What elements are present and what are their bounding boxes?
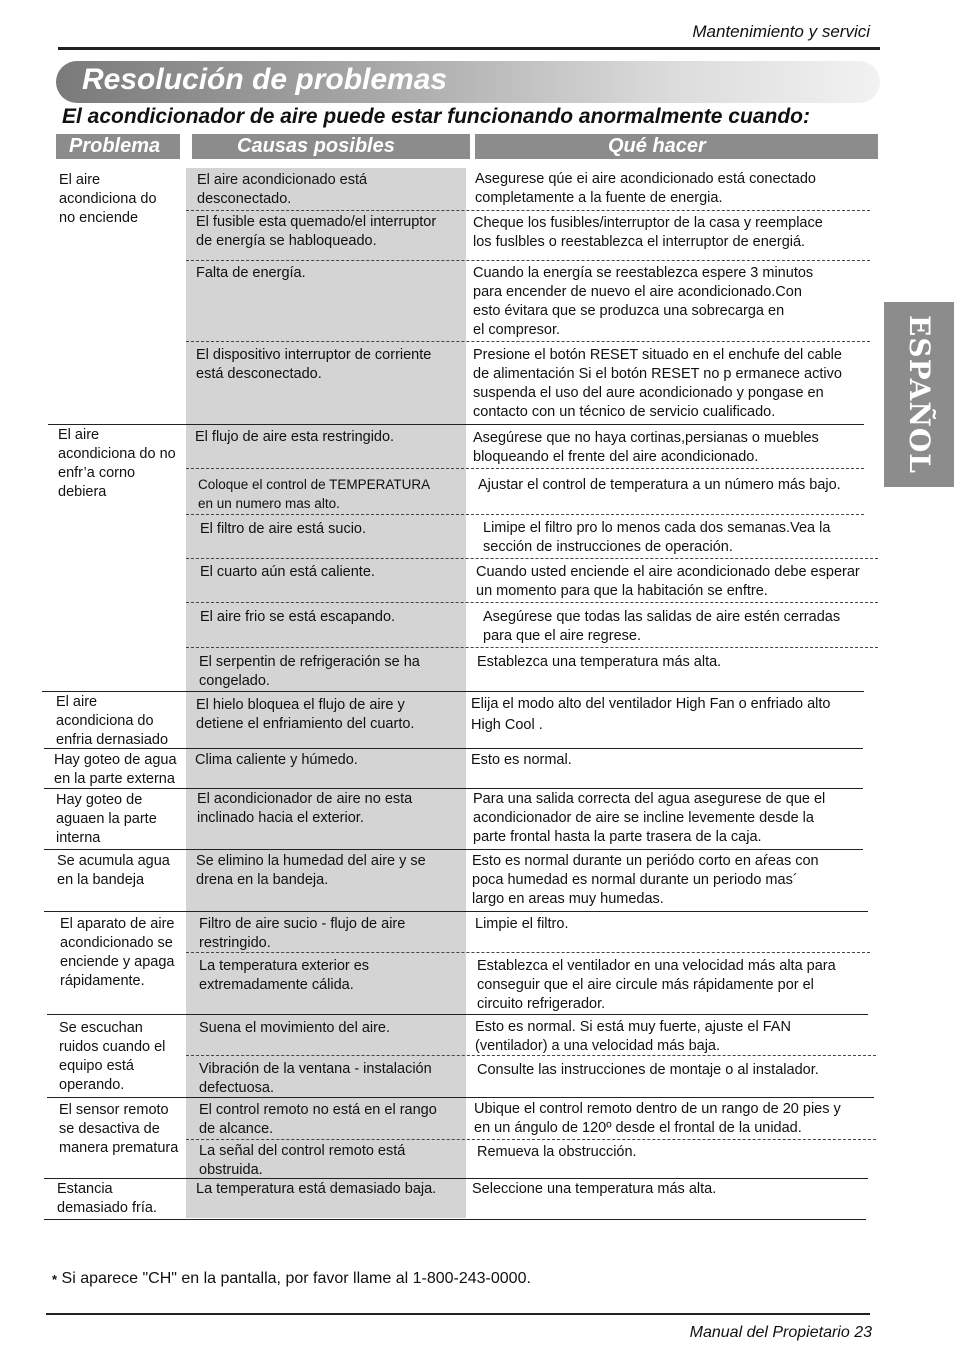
subrow-divider — [186, 468, 864, 469]
action-cell: Esto es normal durante un periódo corto en aŕeas con poca humedad es normal durante un periodo mas´ largo en areas muy humedas. — [472, 853, 819, 907]
action-cell: Consulte las instrucciones de montaje o al instalador. — [477, 1062, 819, 1078]
action-cell: Cuando usted enciende el aire acondicionado debe esperar un momento para que la habitación se enftre. — [476, 564, 860, 599]
row-divider — [44, 911, 868, 912]
column-header-action: Qué hacer — [475, 134, 878, 159]
subrow-divider — [186, 558, 878, 559]
row-divider — [44, 748, 863, 749]
cause-cell: El dispositivo interruptor de corriente está desconectado. — [196, 347, 432, 382]
cause-cell: El serpentin de refrigeración se ha congelado. — [199, 654, 420, 689]
action-cell: Para una salida correcta del agua asegurese de que el acondicionador de aire se incline levemente desde la parte frontal hasta la parte trasera de la caja. — [473, 791, 826, 845]
problem-cell: El sensor remoto se desactiva de manera prematura — [59, 1102, 179, 1156]
action-cell: Asegurese qúe ei aire acondicionado está conectado completamente a la fuente de energia. — [475, 171, 816, 206]
problem-cell: Se acumula agua en la bandeja — [57, 853, 170, 888]
bottom-rule — [46, 1313, 870, 1315]
row-divider — [44, 1219, 866, 1220]
row-divider — [47, 1097, 874, 1098]
cause-cell: Se elimino la humedad del aire y se drena en la bandeja. — [196, 853, 426, 888]
top-rule — [58, 47, 880, 50]
cause-cell: La temperatura está demasiado baja. — [196, 1181, 437, 1197]
action-cell: Cheque los fusibles/interruptor de la casa y reemplace los fuslbles o reestablezca el interruptor de energiá. — [473, 215, 823, 250]
cause-cell: El aire frio se está escapando. — [200, 609, 396, 625]
cause-cell: El acondicionador de aire no esta inclinado hacia el exterior. — [197, 791, 413, 826]
subrow-divider — [186, 514, 864, 515]
problem-cell: Se escuchan ruidos cuando el equipo está operando. — [59, 1020, 166, 1093]
cause-cell: La señal del control remoto está obstruida. — [199, 1143, 406, 1178]
action-cell: Limpie el filtro. — [475, 916, 569, 932]
cause-cell: Clima caliente y húmedo. — [195, 752, 358, 768]
row-divider — [48, 424, 864, 425]
page-title: Resolución de problemas — [82, 63, 448, 96]
row-divider — [42, 691, 864, 692]
subrow-divider — [186, 341, 870, 342]
problem-cell: El aparato de aire acondicionado se enciende y apaga rápidamente. — [60, 916, 175, 989]
row-divider — [44, 849, 863, 850]
cause-cell: El hielo bloquea el flujo de aire y detiene el enfriamiento del cuarto. — [196, 697, 415, 732]
action-cell: Elija el modo alto del ventilador High Fan o enfriado alto High Cool . — [471, 696, 831, 733]
action-cell: Ubique el control remoto dentro de un rango de 20 pies y en un ángulo de 120º desde el frontal de la unidad. — [474, 1101, 841, 1136]
page-subtitle: El acondicionador de aire puede estar funcionando anormalmente cuando: — [62, 105, 810, 128]
subrow-divider — [186, 1055, 876, 1056]
subrow-divider — [186, 210, 870, 211]
cause-cell: La temperatura exterior es extremadamente cálida. — [199, 958, 370, 993]
page-footer: Manual del Propietario 23 — [689, 1324, 872, 1341]
cause-cell: Falta de energía. — [196, 265, 306, 281]
action-cell: Remueva la obstrucción. — [477, 1144, 637, 1160]
row-divider — [47, 1014, 868, 1015]
problem-cell: Hay goteo de aguaen la parte interna — [56, 792, 157, 846]
cause-cell: El control remoto no está en el rango de alcance. — [199, 1102, 437, 1137]
column-header-problem: Problema — [56, 134, 180, 159]
subrow-divider — [186, 602, 878, 603]
footnote-asterisk: * — [52, 1272, 58, 1287]
language-tab-label: ESPAÑOL — [902, 315, 936, 474]
cause-cell: El flujo de aire esta restringido. — [195, 429, 395, 445]
problem-cell: El aire acondiciona do no enfr’a corno debiera — [58, 427, 176, 500]
action-cell: Ajustar el control de temperatura a un número más bajo. — [478, 477, 841, 493]
cause-cell: El aire acondicionado está desconectado. — [197, 172, 368, 207]
cause-cell: Vibración de la ventana - instalación defectuosa. — [199, 1061, 432, 1096]
action-cell: Presione el botón RESET situado en el enchufe del cable de alimentación Si el botón RESET no p ermanece activo suspenda el uso del aure acondicionado y pongase en contacto con un técnico de servicio cualificado. — [473, 347, 842, 420]
problem-cell: El aire acondiciona do enfria dernasiado — [56, 694, 169, 748]
action-cell: Esto es normal. Si está muy fuerte, ajuste el FAN (ventilador) a una velocidad más baja. — [475, 1019, 791, 1054]
footnote-text: Si aparece "CH" en la pantalla, por favor llame al 1-800-243-0000. — [61, 1270, 531, 1287]
row-divider — [44, 1178, 868, 1179]
action-cell: Cuando la energía se reestablezca espere 3 minutos para encender de nuevo el aire acondicionado.Con esto évitara que se produzca una sobrecarga en el compresor. — [473, 265, 814, 338]
problem-cell: El aire acondiciona do no enciende — [59, 172, 157, 226]
cause-cell: Filtro de aire sucio - flujo de aire restringido. — [199, 916, 406, 951]
action-cell: Esto es normal. — [471, 752, 572, 768]
column-header-causes: Causas posibles — [192, 134, 470, 159]
action-cell: Asegúrese que todas las salidas de aire estén cerradas para que el aire regrese. — [483, 609, 841, 644]
action-cell: Seleccione una temperatura más alta. — [472, 1181, 717, 1197]
cause-cell: Suena el movimiento del aire. — [199, 1020, 391, 1036]
footnote — [52, 1270, 531, 1288]
cause-cell: El fusible esta quemado/el interruptor de energía se habloqueado. — [196, 214, 437, 249]
cause-cell: El filtro de aire está sucio. — [200, 521, 367, 537]
subrow-divider — [186, 647, 878, 648]
action-cell: Establezca el ventilador en una velocidad más alta para conseguir que el aire circule más rápidamente por el circuito refrigerador. — [477, 958, 836, 1012]
problem-cell: Hay goteo de agua en la parte externa — [54, 752, 177, 787]
subrow-divider — [186, 260, 870, 261]
problem-cell: Estancia demasiado fría. — [57, 1181, 157, 1216]
cause-cell: Coloque el control de TEMPERATURA en un numero mas alto. — [198, 477, 431, 511]
section-header: Mantenimiento y servici — [692, 22, 870, 41]
action-cell: Establezca una temperatura más alta. — [477, 654, 722, 670]
action-cell: Asegúrese que no haya cortinas,persianas o muebles bloqueando el frente del aire acondicionado. — [473, 430, 819, 465]
cause-cell: El cuarto aún está caliente. — [200, 564, 375, 580]
action-cell: Limipe el filtro pro lo menos cada dos semanas.Vea la sección de instrucciones de operación. — [483, 520, 831, 555]
subrow-divider — [186, 952, 870, 953]
subrow-divider — [186, 1139, 876, 1140]
row-divider — [44, 788, 863, 789]
